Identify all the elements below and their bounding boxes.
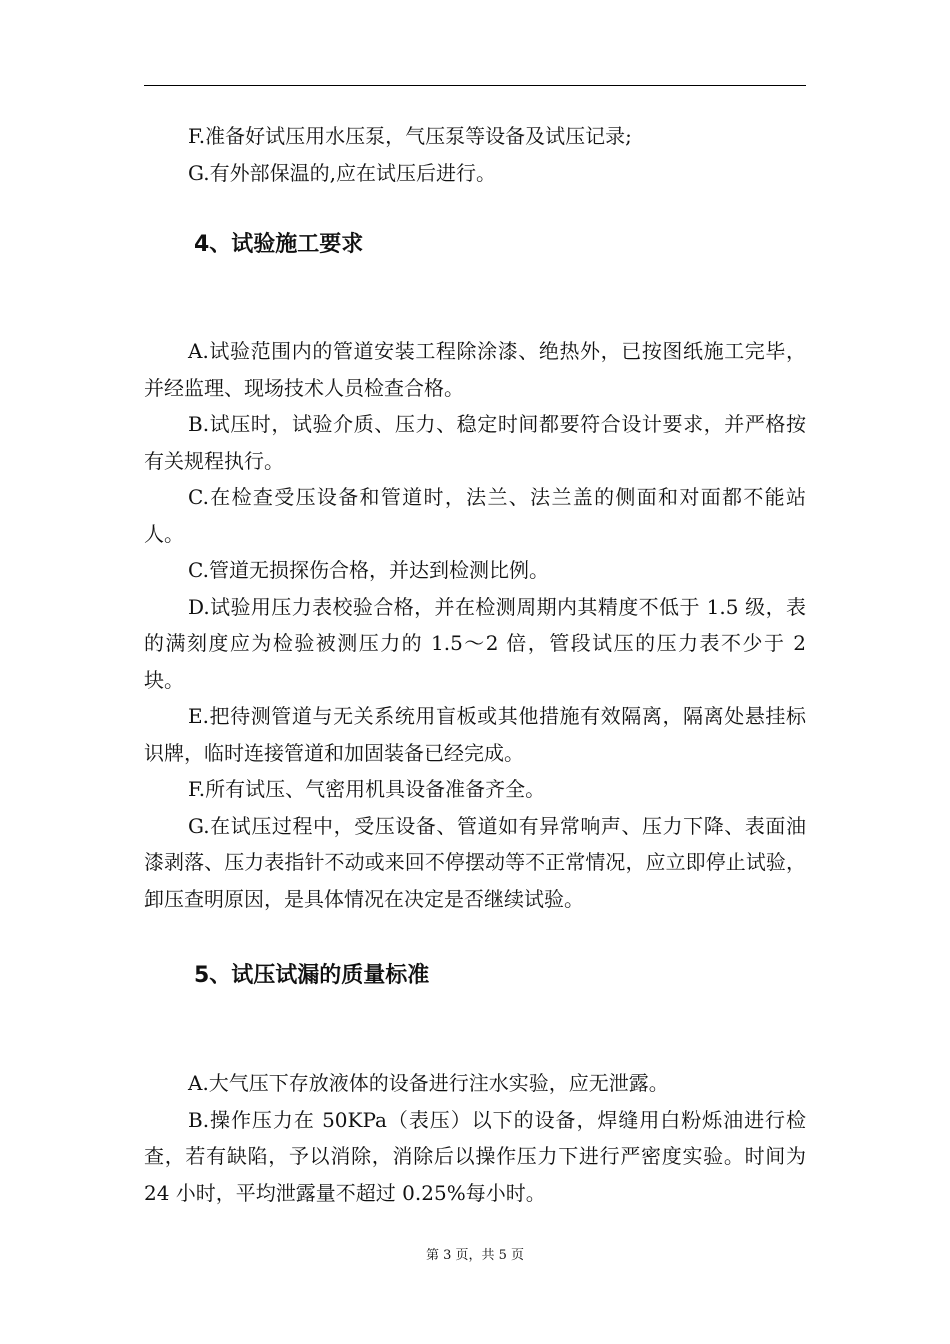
intro-item-f: F.准备好试压用水压泵，气压泵等设备及试压记录; xyxy=(188,124,632,148)
section-4-heading: 4、试验施工要求 xyxy=(194,232,364,257)
page-number-footer: 第 3 页，共 5 页 xyxy=(425,1248,525,1263)
section-5-item-b: B.操作压力在 50KPa（表压）以下的设备，焊缝用白粉烁油进行检查，若有缺陷，予以消除，消除后以操作压力下进行严密度实验。时间为 24 小时，平均泄露量不超过 0.25%每小时。 xyxy=(144,1107,806,1205)
section-4-item-c2: C.管道无损探伤合格，并达到检测比例。 xyxy=(188,558,549,582)
section-4-item-c1: C.在检查受压设备和管道时，法兰、法兰盖的侧面和对面都不能站人。 xyxy=(144,485,806,546)
section-4-item-a: A.试验范围内的管道安装工程除涂漆、绝热外，已按图纸施工完毕，并经监理、现场技术人员检查合格。 xyxy=(144,339,806,400)
header-rule xyxy=(144,85,806,86)
page-content xyxy=(144,118,806,1211)
section-5-heading: 5、试压试漏的质量标准 xyxy=(194,963,430,988)
section-4-item-g: G.在试压过程中，受压设备、管道如有异常响声、压力下降、表面油漆剥落、压力表指针不动或来回不停摆动等不正常情况，应立即停止试验，卸压查明原因，是具体情况在决定是否继续试验。 xyxy=(144,813,806,911)
section-5-item-a: A.大气压下存放液体的设备进行注水实验，应无泄露。 xyxy=(188,1071,669,1095)
intro-item-g: G.有外部保温的,应在试压后进行。 xyxy=(188,160,496,185)
section-4-item-f: F.所有试压、气密用机具设备准备齐全。 xyxy=(188,777,546,801)
section-4-item-e: E.把待测管道与无关系统用盲板或其他措施有效隔离，隔离处悬挂标识牌，临时连接管道和加固装备已经完成。 xyxy=(144,704,806,765)
section-4-item-b: B.试压时，试验介质、压力、稳定时间都要符合设计要求，并严格按有关规程执行。 xyxy=(144,412,806,473)
section-4-item-d: D.试验用压力表校验合格，并在检测周期内其精度不低于 1.5 级，表的满刻度应为检验被测压力的 1.5～2 倍，管段试压的压力表不少于 2 块。 xyxy=(144,594,806,692)
